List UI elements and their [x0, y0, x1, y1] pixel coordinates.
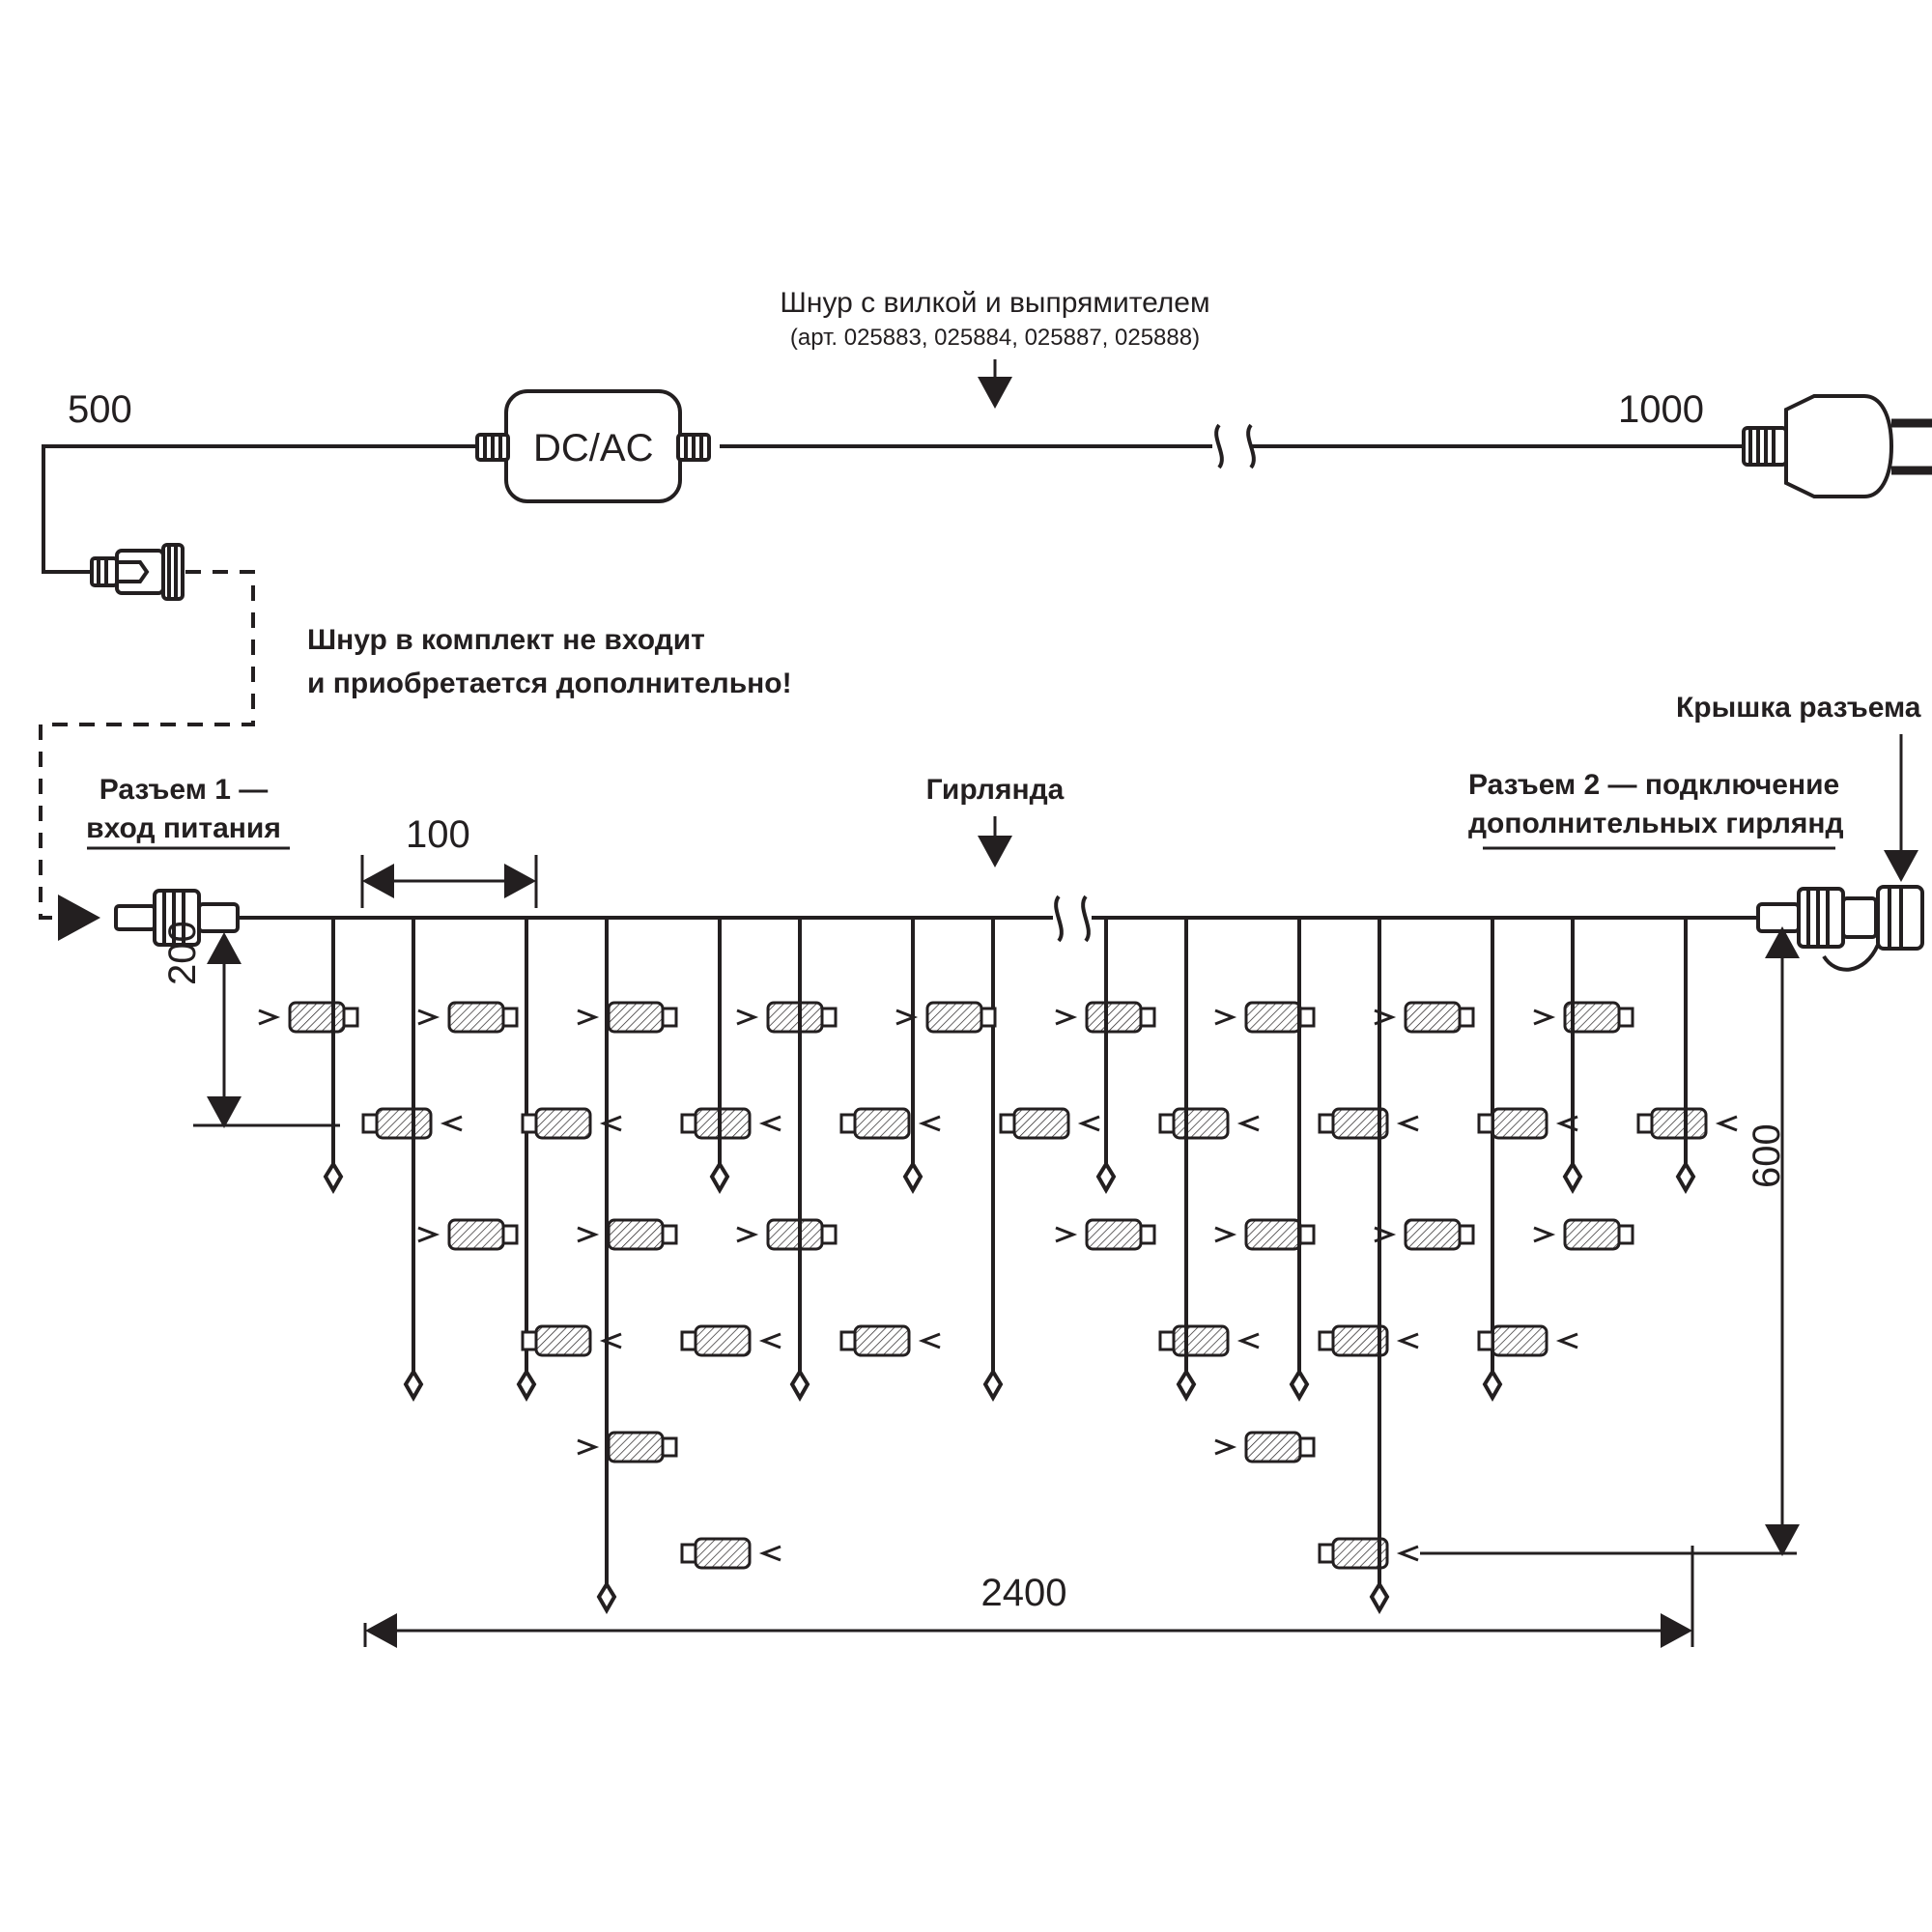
- connector-1-label-line1: Разъем 1 —: [99, 774, 269, 806]
- garland-bulbs: [259, 1003, 1737, 1568]
- connector-cap-label: Крышка разъема: [1676, 692, 1921, 724]
- connector-2-label-line2: дополнительных гирлянд: [1468, 808, 1844, 839]
- cord-label-line1: Шнур с вилкой и выпрямителем: [780, 287, 1210, 319]
- garland-main-wire: [237, 896, 1773, 941]
- garland-strands: [326, 918, 1693, 1610]
- power-cord-group: [43, 425, 1744, 572]
- dimension-left-cord: 500: [68, 388, 132, 431]
- optional-cord-dashed-route: [41, 572, 253, 918]
- notice-line2: и приобретается дополнительно!: [307, 668, 792, 699]
- cord-connector-icon: [92, 545, 183, 599]
- converter-label: DC/AC: [533, 427, 654, 469]
- dimension-drop-max: 600: [1746, 1123, 1788, 1188]
- notice-line1: Шнур в комплект не входит: [307, 624, 705, 656]
- connector-2-label-line1: Разъем 2 — подключение: [1468, 769, 1840, 801]
- dimension-spacing: 100: [406, 813, 470, 856]
- connector-1-label-line2: вход питания: [86, 812, 281, 844]
- dimension-drop-first: 200: [161, 921, 204, 985]
- mains-plug-icon: [1744, 396, 1932, 497]
- cord-label-line2: (арт. 025883, 025884, 025887, 025888): [789, 325, 1201, 351]
- dimension-total-length: 2400: [980, 1572, 1067, 1614]
- garland-label: Гирлянда: [925, 774, 1065, 806]
- dimension-right-cord: 1000: [1618, 388, 1704, 431]
- connector-2-icon: [1758, 889, 1876, 947]
